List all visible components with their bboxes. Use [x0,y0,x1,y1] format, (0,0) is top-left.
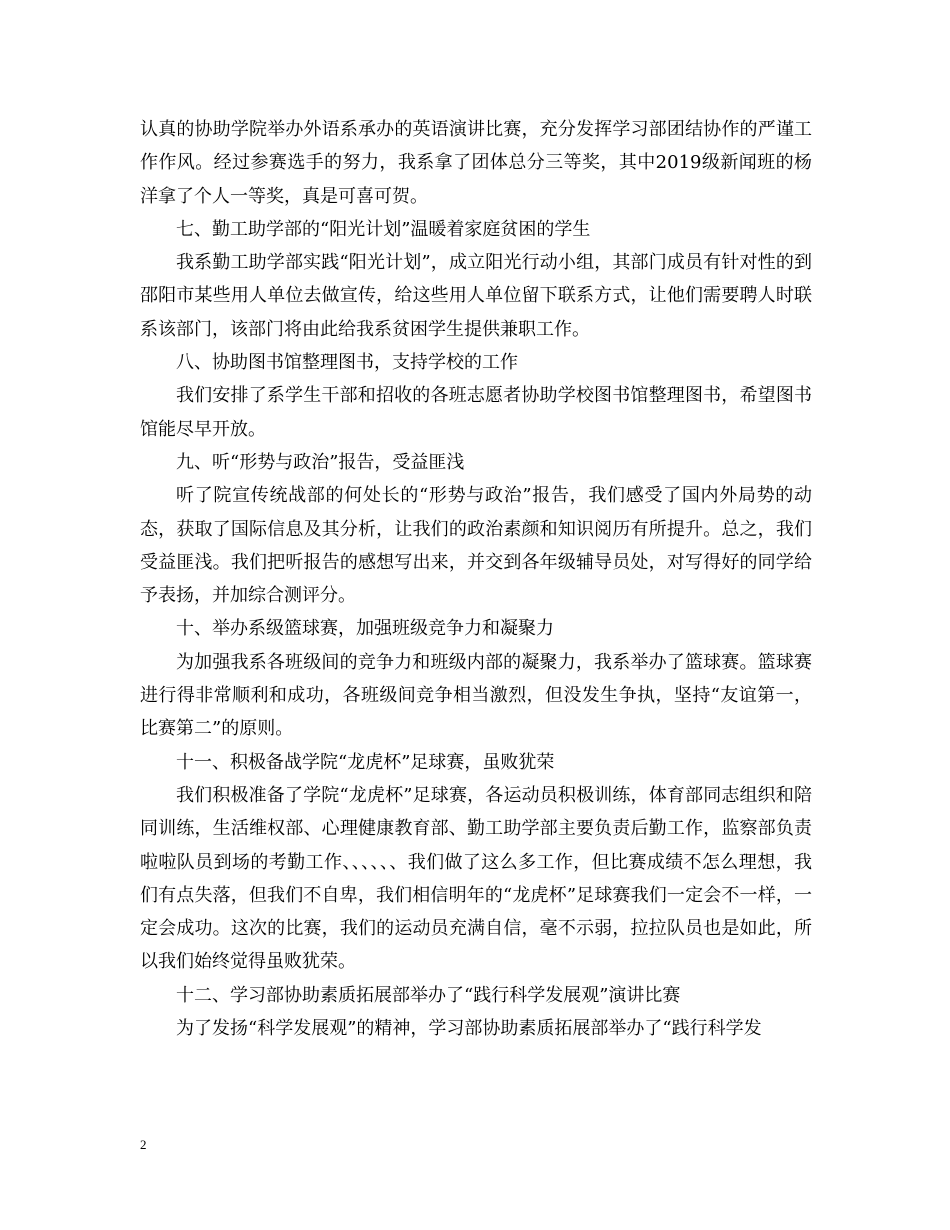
paragraph-english-speech-contest: 认真的协助学院举办外语系承办的英语演讲比赛，充分发挥学习部团结协作的严谨工作作风。经过参赛选手的努力，我系拿了团体总分三等奖，其中2019级新闻班的杨洋拿了个人一等奖，真是可喜可贺。 [140,119,812,207]
paragraph-basketball: 为加强我系各班级间的竞争力和班级内部的凝聚力，我系举办了篮球赛。篮球赛进行得非常顺利和成功，各班级间竞争相当激烈，但没发生争执，坚持“友谊第一，比赛第二”的原则。 [140,651,812,740]
paragraph-library-help: 我们安排了系学生干部和招收的各班志愿者协助学校图书馆整理图书，希望图书馆能尽早开放。 [140,385,812,440]
heading-speech-contest: 十二、学习部协助素质拓展部举办了“践行科学发展观”演讲比赛 [176,984,681,1006]
heading-library-help: 八、协助图书馆整理图书，支持学校的工作 [176,352,518,374]
paragraph-politics-report: 听了院宣传统战部的何处长的“形势与政治”报告，我们感受了国内外局势的动态，获取了国际信息及其分析，让我们的政治素颜和知识阅历有所提升。总之，我们受益匪浅。我们把听报告的感想写出来，并交到各年级辅导员处，对写得好的同学给予表扬，并加综合测评分。 [140,485,812,607]
heading-sunshine-plan: 七、勤工助学部的“阳光计划”温暖着家庭贫困的学生 [176,218,591,240]
paragraph-speech-contest: 为了发扬“科学发展观”的精神，学习部协助素质拓展部举办了“践行科学发 [176,1018,762,1040]
heading-basketball: 十、举办系级篮球赛，加强班级竞争力和凝聚力 [176,618,554,640]
document-body [140,113,812,1045]
paragraph-sunshine-plan: 我系勤工助学部实践“阳光计划”，成立阳光行动小组，其部门成员有针对性的到邵阳市某些用人单位去做宣传，给这些用人单位留下联系方式，让他们需要聘人时联系该部门，该部门将由此给我系贫困学生提供兼职工作。 [140,252,812,340]
paragraph-football: 我们积极准备了学院“龙虎杯”足球赛，各运动员积极训练，体育部同志组织和陪同训练，生活维权部、心理健康教育部、勤工助学部主要负责后勤工作，监察部负责啦啦队员到场的考勤工作、、、、、、我们做了这么多工作，但比赛成绩不怎么理想，我们有点失落，但我们不自卑，我们相信明年的“龙虎杯”足球赛我们一定会不一样，一定会成功。这次的比赛，我们的运动员充满自信，毫不示弱，拉拉队员也是如此，所以我们始终觉得虽败犹荣。 [140,784,812,973]
heading-politics-report: 九、听“形势与政治”报告，受益匪浅 [176,451,465,473]
page-number: 2 [140,1137,147,1152]
heading-football: 十一、积极备战学院“龙虎杯”足球赛，虽败犹荣 [176,751,555,773]
